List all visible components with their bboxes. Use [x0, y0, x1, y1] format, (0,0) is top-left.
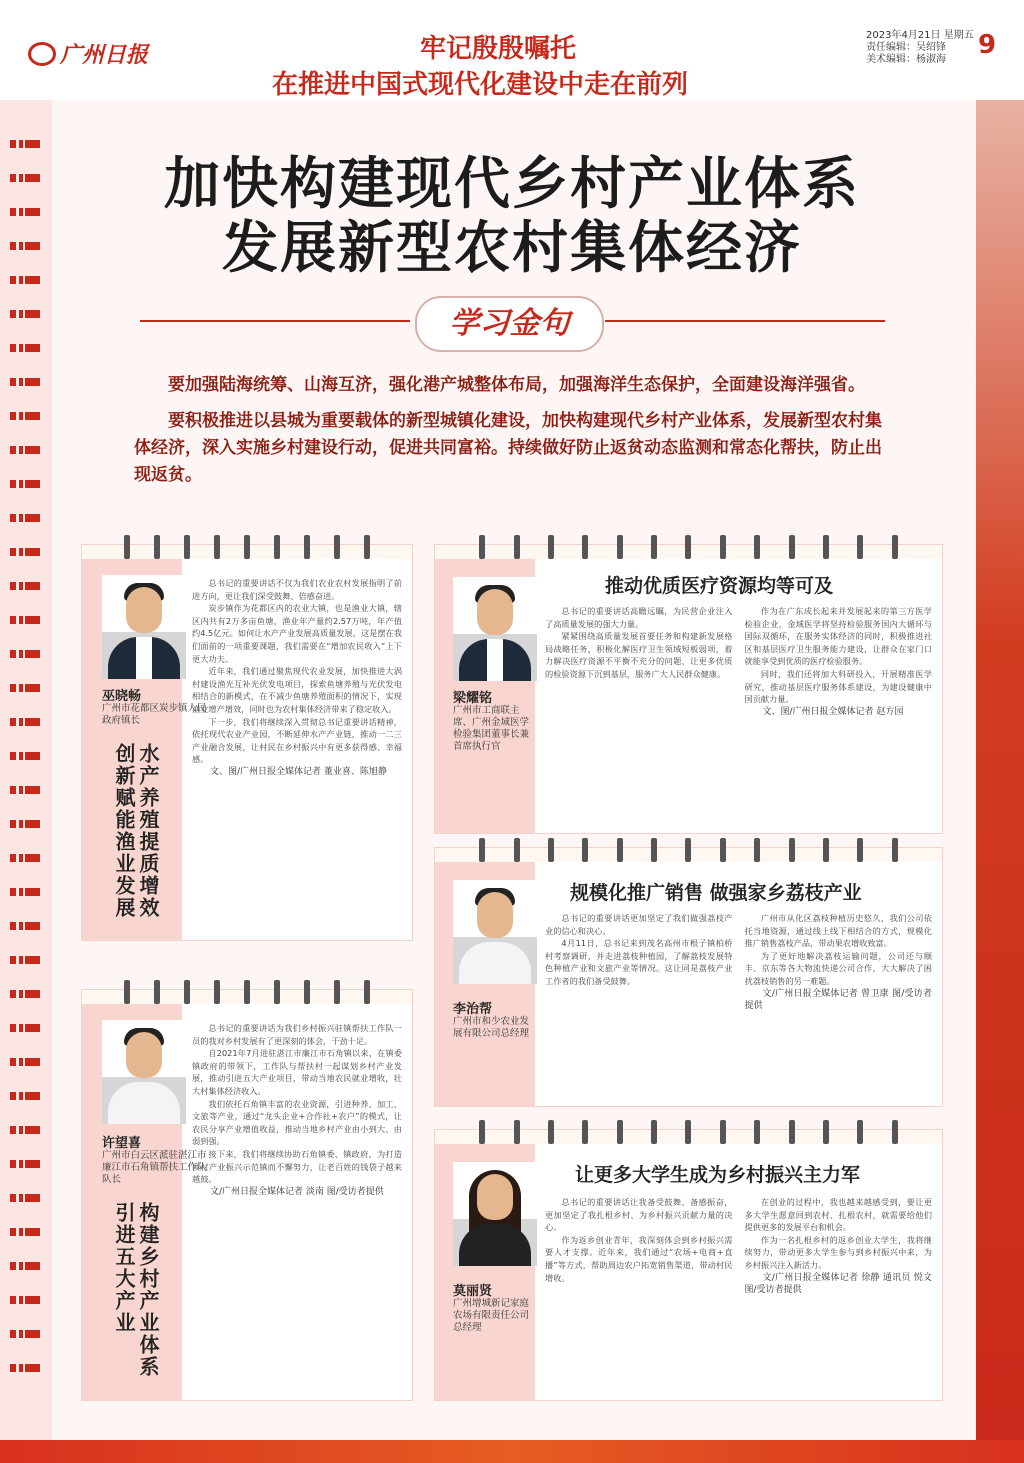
person-name: 莫丽贤	[453, 1284, 493, 1299]
article-credit: 文/广州日报全媒体记者 淡南 图/受访者提供	[210, 1186, 384, 1197]
column-left	[545, 912, 733, 1098]
paragraph: 广州市从化区荔枝种植历史悠久，我们公司依托当地资源，通过线上线下相结合的方式，规模化推广销售荔枝产品，带动果农增收致富。	[744, 913, 932, 949]
portrait-photo	[453, 880, 537, 984]
person-role: 广州市花都区炭步镇人民政府镇长	[102, 703, 207, 726]
paragraph: 总书记的重要讲话不仅为我们农业农村发展指明了前进方向，更让我们深受鼓舞、倍感奋进。	[192, 578, 402, 601]
bottom-decorative-bar	[0, 1440, 1024, 1463]
article-title: 规模化推广销售 做强家乡荔枝产业	[570, 882, 862, 904]
right-decorative-bar	[976, 95, 1024, 1463]
editor-credit: 责任编辑：吴绍锋	[866, 42, 946, 53]
badge-rule-right	[605, 320, 885, 322]
quote-1: 要加强陆海统筹、山海互济，强化港产城整体布局，加强海洋生态保护，全面建设海洋强省。	[168, 375, 865, 395]
article-card-2	[82, 990, 412, 1400]
article-credit: 文/广州日报全媒体记者 徐静 通讯员 悦文 图/受访者提供	[744, 1272, 932, 1296]
paragraph: 作为一名扎根乡村的返乡创业大学生，我将继续努力，带动更多大学生参与到乡村振兴中来，为乡村振兴注入新活力。	[744, 1234, 932, 1270]
article-credit: 文、图/广州日报全媒体记者 赵方园	[762, 706, 904, 717]
paragraph: 接下来，我们将继续协助石角镇委、镇政府，为打造乡村产业振兴示范镇而不懈努力，让老百姓的钱袋子越来越鼓。	[192, 1148, 402, 1185]
article-body	[545, 912, 932, 1098]
article-title: 推动优质医疗资源均等可及	[605, 575, 834, 597]
person-name: 梁耀铭	[453, 691, 493, 706]
newspaper-logo: 广州日报	[28, 38, 148, 69]
binder-rings	[435, 535, 942, 559]
article-card-5	[435, 1130, 942, 1400]
paragraph: 紧紧围绕高质量发展首要任务和构建新发展格局战略任务，积极化解医疗卫生领域短板弱项，着力解决医疗资源不平衡不充分的问题，让更多优质的检验资源下沉到基层，服务广大人民群众健康。	[545, 631, 733, 679]
paragraph: 总书记的重要讲话让我备受鼓舞、备感振奋，更加坚定了我扎根乡村、为乡村振兴贡献力量的决心。	[545, 1197, 733, 1233]
column-right	[745, 912, 933, 1098]
column-left	[545, 605, 733, 825]
headline-line2: 发展新型农村集体经济	[222, 215, 802, 281]
paragraph: 自2021年7月进驻湛江市廉江市石角镇以来，在镇委镇政府的带领下，工作队与帮扶村一起谋划乡村产业发展，推动引进五大产业项目，带动当地农民就业增收，壮大村集体经济收入。	[192, 1048, 402, 1096]
paragraph: 作为在广东成长起来并发展起来的第三方医学检验企业，金域医学将坚持检验服务国内大循环与国际双循环，在服务实体经济的同时，积极推进社区和基层医疗卫生服务能力建设，让群众在家门口就能享受到优质的医疗检验服务。	[744, 606, 932, 667]
article-body	[192, 1022, 402, 1392]
paragraph: 下一步，我们将继续深入贯彻总书记重要讲话精神，依托现代农业产业园，不断延伸水产产业链，推动一二三产业融合发展，让村民在乡村振兴中有更多获得感、幸福感。	[192, 716, 402, 765]
headline-line1: 加快构建现代乡村产业体系	[164, 151, 860, 217]
article-card-1	[82, 545, 412, 940]
article-credit: 文、图/广州日报全媒体记者 董业喜、陈旭静	[210, 766, 387, 777]
column-right	[745, 605, 933, 825]
paragraph: 4月11日，总书记来到茂名高州市根子镇柏桥村考察调研，并走进荔枝种植园，了解荔枝发展特色种植产业和文旅产业等情况。这让同是荔枝产业工作者的我们备受鼓舞。	[545, 938, 733, 986]
art-editor-credit: 美术编辑：杨淑海	[866, 54, 946, 65]
article-card-4	[435, 848, 942, 1106]
page-number: 9	[978, 30, 997, 60]
paragraph: 总书记的重要讲话更加坚定了我们做强荔枝产业的信心和决心。	[545, 913, 733, 936]
article-credit: 文/广州日报全媒体记者 曾卫康 图/受访者提供	[744, 988, 932, 1012]
person-role: 广州市工商联主席、广州金域医学检验集团董事长兼首席执行官	[453, 705, 530, 752]
person-role: 广州增城新记家庭农场有限责任公司总经理	[453, 1298, 530, 1333]
portrait-photo	[453, 1162, 537, 1266]
portrait-photo	[453, 577, 537, 681]
paragraph: 炭步镇作为花都区内的农业大镇，也是渔业大镇，辖区内共有2万多亩鱼塘，渔业年产量约2.57万吨，年产值约4.5亿元。如何让水产产业发展高质量发展，这是摆在我们面前的一项重要课题，我们需要在“增加农民收入”上下更大功夫。	[192, 603, 402, 664]
binder-rings	[435, 838, 942, 862]
binder-rings	[82, 535, 412, 559]
issue-date: 2023年4月21日 星期五	[866, 30, 974, 41]
article-title: 让更多大学生成为乡村振兴主力军	[575, 1164, 861, 1186]
person-role: 广州市白云区派驻湛江市廉江市石角镇帮扶工作队队长	[102, 1150, 207, 1185]
article-body	[545, 1196, 932, 1392]
paragraph: 总书记的重要讲话高瞻远瞩，为民营企业注入了高质量发展的强大力量。	[545, 606, 733, 629]
portrait-photo	[102, 1020, 186, 1124]
column-right	[745, 1196, 933, 1392]
masthead	[0, 0, 1024, 100]
section-title-line1: 牢记殷殷嘱托	[420, 34, 577, 64]
binder-rings	[435, 1120, 942, 1144]
section-title-line2: 在推进中国式现代化建设中走在前列	[272, 70, 689, 100]
issue-meta	[866, 30, 974, 66]
column-left	[545, 1196, 733, 1392]
portrait-photo	[102, 575, 186, 679]
paragraph: 同时，我们还将加大科研投入，开展精准医学研究，推动基层医疗服务体系建设，为建设健康中国贡献力量。	[744, 668, 932, 705]
paragraph: 作为返乡创业青年，我深刻体会到乡村振兴需要人才支撑。近年来，我们通过“农场+电商+直播”等方式，帮助周边农户拓宽销售渠道，带动村民增收。	[545, 1234, 733, 1283]
article-card-3	[435, 545, 942, 833]
article-title: 构建乡村产业体系 引进五大产业	[112, 1202, 160, 1378]
left-decorative-marks	[10, 140, 40, 1398]
badge-rule-left	[140, 320, 410, 322]
paragraph: 为了更好地解决荔枝运输问题，公司还与顺丰、京东等各大物流快递公司合作，大大解决了困扰荔枝销售的另一难题。	[744, 950, 932, 986]
study-quotes-badge: 学习金句	[415, 296, 604, 352]
person-name: 巫晓畅	[102, 689, 142, 704]
person-name: 许望喜	[102, 1136, 142, 1151]
logo-icon	[28, 42, 56, 66]
paragraph: 我们依托石角镇丰富的农业资源，引进种养、加工、文旅等产业，通过“龙头企业+合作社+农户”的模式，让农民分享产业增值收益，推动当地乡村产业由小到大、由弱到强。	[192, 1098, 402, 1147]
paragraph: 近年来，我们通过聚焦现代农业发展，加快推进大涡村建设渔光互补光伏发电项目，探索鱼塘养殖与光伏发电相结合的新模式，在不减少鱼塘养殖面积的情况下，实现渔业增产增效，同时也为农村集体经济带来了稳定收入。	[192, 666, 402, 714]
paragraph: 在创业的过程中，我也越来越感受到，要让更多大学生愿意回到农村、扎根农村，就需要给他们提供更多的发展平台和机会。	[744, 1197, 932, 1233]
paragraph: 总书记的重要讲话为我们乡村振兴驻镇帮扶工作队一员的我对乡村发展有了更深刻的体会，干劲十足。	[192, 1023, 402, 1046]
binder-rings	[82, 980, 412, 1004]
quote-2: 要积极推进以县城为重要载体的新型城镇化建设，加快构建现代乡村产业体系，发展新型农村集体经济，深入实施乡村建设行动，促进共同富裕。持续做好防止返贫动态监测和常态化帮扶，防止出现返贫。	[134, 411, 882, 485]
article-body	[545, 605, 932, 825]
person-role: 广州市和少农业发展有限公司总经理	[453, 1016, 530, 1039]
article-body	[192, 577, 402, 932]
article-title: 水产养殖提质增效 创新赋能渔业发展	[112, 743, 160, 919]
person-name: 李治帮	[453, 1002, 493, 1017]
